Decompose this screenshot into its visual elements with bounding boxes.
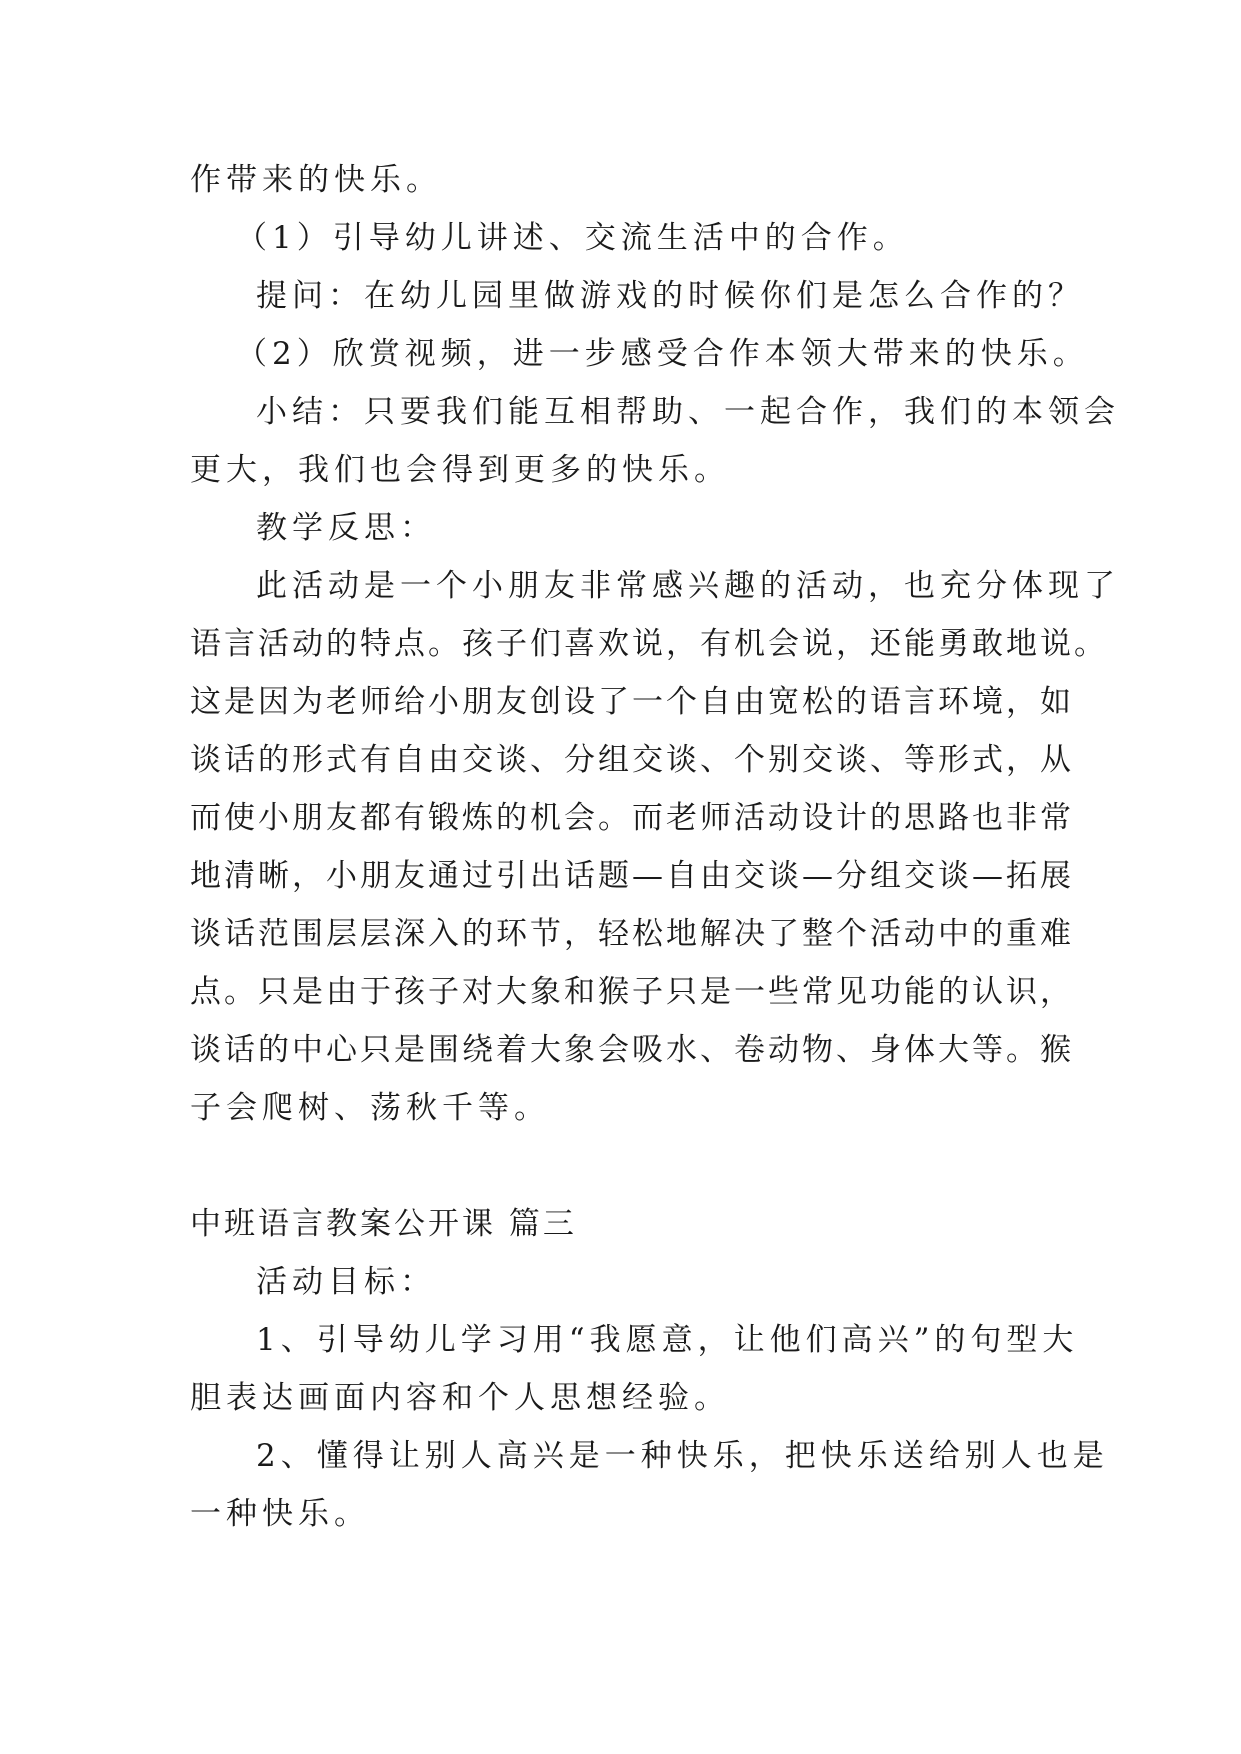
paragraph-line: （2）欣赏视频，进一步感受合作本领大带来的快乐。: [236, 336, 1089, 372]
paragraph-line: 子会爬树、荡秋千等。: [190, 1090, 550, 1126]
paragraph-line: （1）引导幼儿讲述、交流生活中的合作。: [236, 220, 909, 256]
paragraph-line: 2、懂得让别人高兴是一种快乐，把快乐送给别人也是: [256, 1438, 1109, 1474]
paragraph-line: 小结：只要我们能互相帮助、一起合作，我们的本领会: [256, 394, 1120, 430]
section-label: 教学反思：: [256, 510, 436, 546]
paragraph-line: 1、引导幼儿学习用“我愿意，让他们高兴”的句型大: [256, 1322, 1079, 1358]
paragraph-line: 谈话的中心只是围绕着大象会吸水、卷动物、身体大等。猴: [190, 1032, 1074, 1068]
paragraph-line: 作带来的快乐。: [190, 162, 442, 198]
paragraph-line: 这是因为老师给小朋友创设了一个自由宽松的语言环境，如: [190, 684, 1074, 720]
section-heading: 中班语言教案公开课 篇三: [190, 1206, 577, 1242]
section-label: 活动目标：: [256, 1264, 436, 1300]
paragraph-line: 更大，我们也会得到更多的快乐。: [190, 452, 730, 488]
paragraph-line: 点。只是由于孩子对大象和猴子只是一些常见功能的认识，: [190, 974, 1074, 1010]
paragraph-line: 地清晰，小朋友通过引出话题—自由交谈—分组交谈—拓展: [190, 858, 1074, 894]
paragraph-line: 提问：在幼儿园里做游戏的时候你们是怎么合作的？: [256, 278, 1084, 314]
paragraph-line: 谈话的形式有自由交谈、分组交谈、个别交谈、等形式，从: [190, 742, 1074, 778]
paragraph-line: 一种快乐。: [190, 1496, 370, 1532]
paragraph-line: 而使小朋友都有锻炼的机会。而老师活动设计的思路也非常: [190, 800, 1074, 836]
paragraph-line: 语言活动的特点。孩子们喜欢说，有机会说，还能勇敢地说。: [190, 626, 1108, 662]
paragraph-line: 胆表达画面内容和个人思想经验。: [190, 1380, 730, 1416]
paragraph-line: 此活动是一个小朋友非常感兴趣的活动，也充分体现了: [256, 568, 1120, 604]
paragraph-line: 谈话范围层层深入的环节，轻松地解决了整个活动中的重难: [190, 916, 1074, 952]
